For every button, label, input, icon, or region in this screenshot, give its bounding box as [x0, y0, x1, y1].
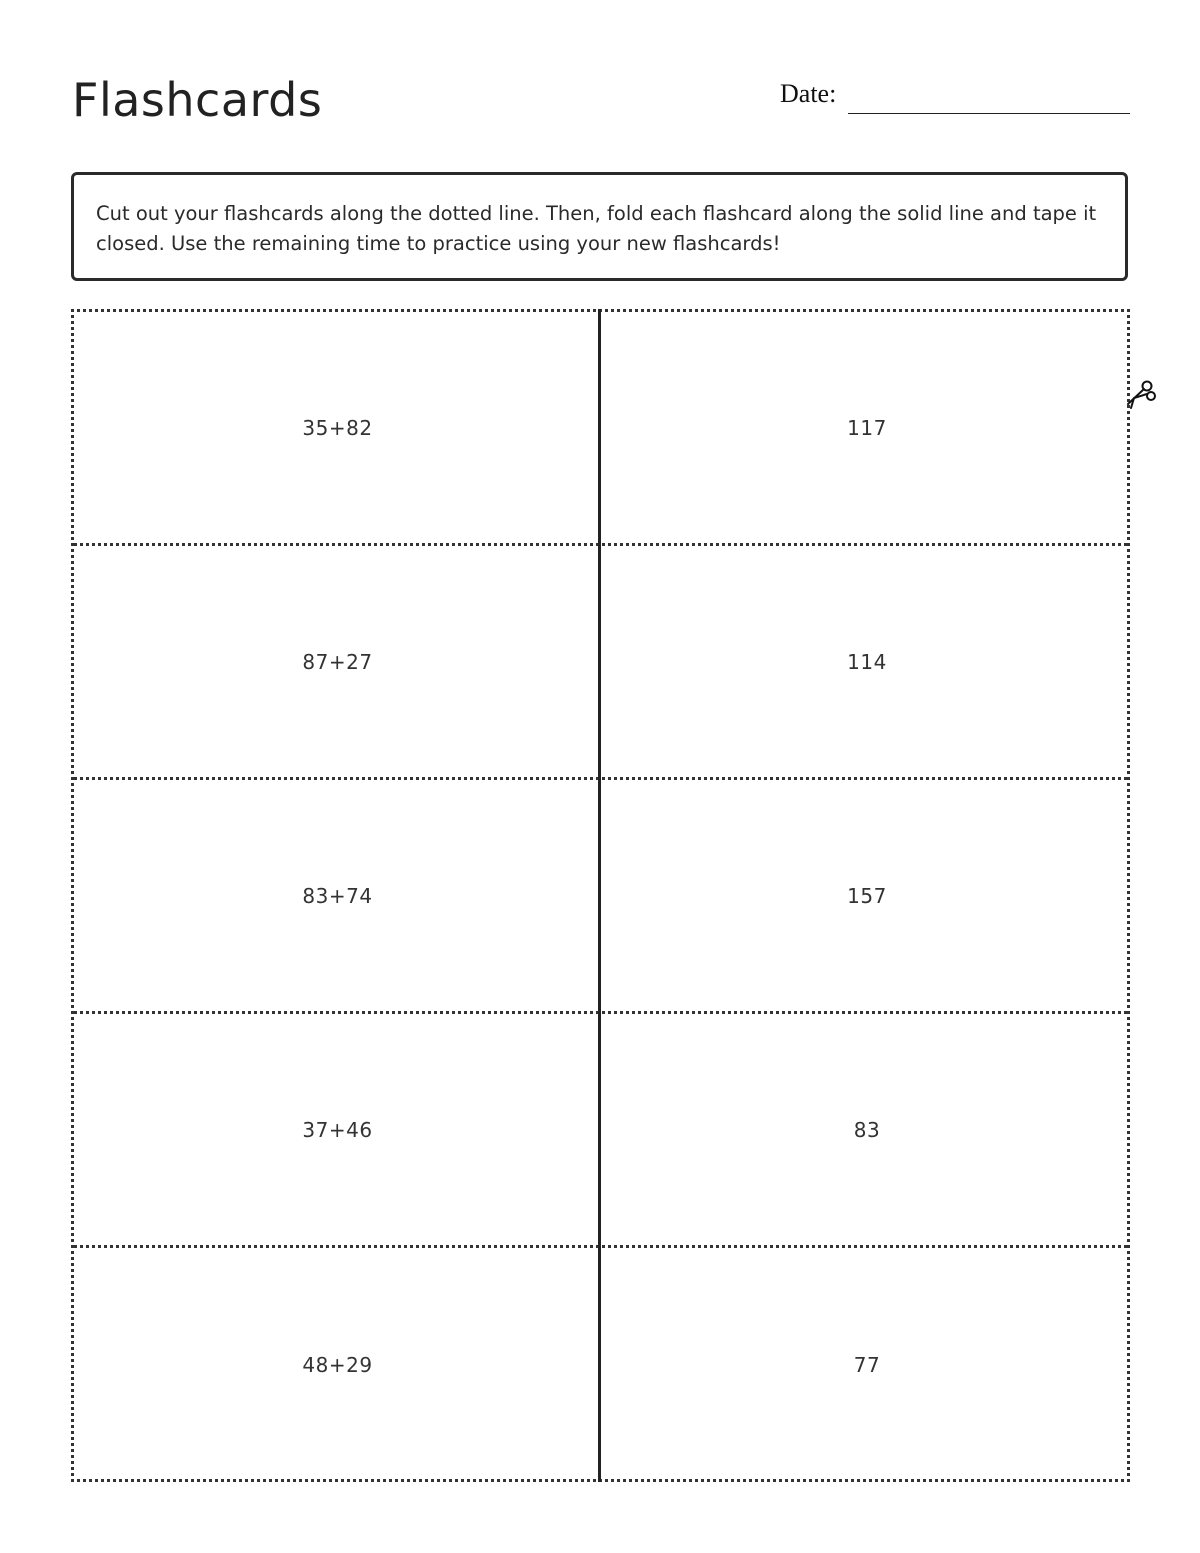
flashcard-question: 48+29 — [302, 1353, 373, 1377]
flashcard-question: 87+27 — [302, 649, 373, 674]
scissors-icon — [1122, 378, 1158, 418]
instructions-box — [71, 172, 1128, 281]
page-title: Flashcards — [72, 73, 323, 127]
date-blank-line[interactable] — [848, 113, 1130, 114]
flashcard-answer: 117 — [847, 415, 887, 440]
flashcard-answer: 77 — [853, 1353, 881, 1377]
flashcard-answer: 157 — [847, 883, 887, 908]
flashcard-question: 37+46 — [302, 1117, 373, 1142]
fold-line — [598, 309, 601, 1482]
flashcard-answer: 114 — [847, 649, 887, 674]
flashcard-answer: 83 — [853, 1117, 881, 1142]
date-field[interactable] — [780, 76, 1130, 116]
instructions-text: Cut out your flashcards along the dotted line. Then, fold each flashcard along the solid line and tape it closed. Use the remaining time to practice using your new flashcards! — [96, 202, 1097, 255]
flashcard-question: 83+74 — [302, 883, 373, 908]
flashcard-question: 35+82 — [302, 415, 373, 440]
date-label: Date: — [780, 79, 837, 108]
